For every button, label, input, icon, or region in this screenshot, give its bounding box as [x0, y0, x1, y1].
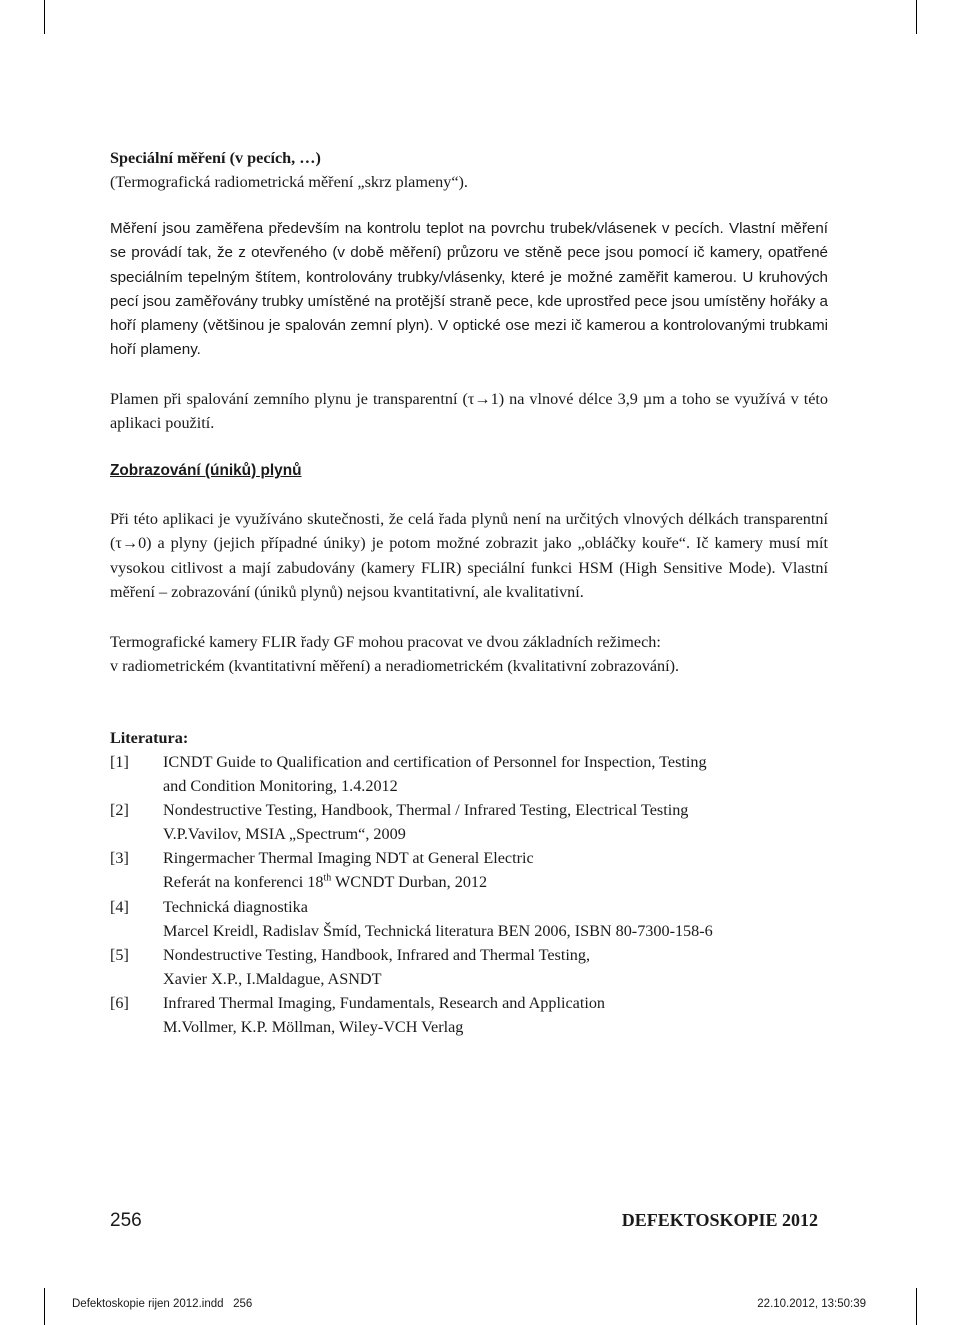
- reference-line: and Condition Monitoring, 1.4.2012: [163, 777, 398, 796]
- section-title: Speciální měření (v pecích, …): [110, 149, 321, 167]
- reference-number: [2]: [110, 801, 129, 819]
- reference-line: Ringermacher Thermal Imaging NDT at General Electric: [163, 849, 534, 867]
- section-title: Zobrazování (úniků) plynů: [110, 462, 302, 479]
- paragraph: Plamen při spalování zemního plynu je transparentní (τ→1) na vlnové délce 3,9 µm a toho se využívá v této aplikaci použití.: [110, 390, 828, 433]
- reference-item: [163, 895, 828, 944]
- reference-line: Nondestructive Testing, Handbook, Thermal / Infrared Testing, Electrical Testing: [163, 801, 689, 819]
- paragraph-line: Termografické kamery FLIR řady GF mohou pracovat ve dvou základních režimech:: [110, 633, 661, 651]
- slug-filename: Defektoskopie rijen 2012.indd 256: [72, 1298, 253, 1310]
- reference-item: [163, 846, 828, 895]
- reference-text: Referát na konferenci 18: [163, 873, 324, 892]
- reference-number: [5]: [110, 946, 129, 964]
- reference-line: Xavier X.P., I.Maldague, ASNDT: [163, 970, 382, 989]
- reference-item: [163, 750, 828, 799]
- crop-mark: [44, 1288, 45, 1325]
- reference-item: [163, 991, 828, 1040]
- reference-text: WCNDT Durban, 2012: [331, 873, 488, 892]
- reference-line: Infrared Thermal Imaging, Fundamentals, Research and Application: [163, 994, 606, 1012]
- reference-number: [4]: [110, 898, 129, 916]
- crop-mark: [44, 0, 45, 34]
- reference-line: ICNDT Guide to Qualification and certification of Personnel for Inspection, Testing: [163, 753, 707, 771]
- reference-line: [163, 870, 828, 894]
- reference-number: [3]: [110, 849, 129, 867]
- page-number: 256: [110, 1210, 142, 1231]
- reference-number: [6]: [110, 994, 129, 1012]
- reference-line: V.P.Vavilov, MSIA „Spectrum“, 2009: [163, 825, 406, 844]
- paragraph: Při této aplikaci je využíváno skutečnosti, že celá řada plynů není na určitých vlnových délkách transparentní (τ→0) a plyny (jejich případné úniky) je potom možné zobrazit jako „obláčky kouře“. Ič kamery musí mít vysokou citlivost a mají zabudovány (kamery FLIR) speciální funkci HSM (High Sensitive Mode). Vlastní měření – zobrazování (úniků plynů) nejsou kvantitativní, ale kvalitativní.: [110, 510, 828, 601]
- crop-mark: [916, 1288, 917, 1325]
- reference-line: Technická diagnostika: [163, 898, 308, 916]
- reference-line: Marcel Kreidl, Radislav Šmíd, Technická literatura BEN 2006, ISBN 80-7300-158-6: [163, 922, 713, 941]
- paragraph-line: v radiometrickém (kvantitativní měření) a neradiometrickém (kvalitativní zobrazování).: [110, 657, 680, 675]
- paragraph: Měření jsou zaměřena především na kontrolu teplot na povrchu trubek/vlásenek v pecích. Vlastní měření se provádí tak, že z otevřeného (v době měření) průzoru ve stěně pece jsou pomocí ič kamery, opatřené speciálním tepelným štítem, kontrolovány trubky/vlásenky, které je možné zaměřit kamerou. U kruhových pecí jsou zaměřovány trubky umístěné na protější straně pece, kde uprostřed pece jsou umístěny hořáky a hoří plameny (většinou je spalován zemní plyn). V optické ose mezi ič kamerou a kontrolovanými trubkami hoří plameny.: [110, 220, 828, 359]
- literature-heading: Literatura:: [110, 729, 189, 747]
- journal-name: DEFEKTOSKOPIE 2012: [621, 1210, 818, 1230]
- crop-mark: [916, 0, 917, 34]
- reference-number: [1]: [110, 753, 129, 771]
- superscript: th: [323, 872, 332, 884]
- reference-item: [163, 943, 828, 992]
- reference-item: [163, 798, 828, 847]
- reference-line: M.Vollmer, K.P. Möllman, Wiley-VCH Verlag: [163, 1018, 464, 1037]
- slug-timestamp: 22.10.2012, 13:50:39: [757, 1298, 866, 1310]
- reference-line: Nondestructive Testing, Handbook, Infrared and Thermal Testing,: [163, 946, 591, 964]
- section-subtitle: (Termografická radiometrická měření „skrz plameny“).: [110, 173, 468, 191]
